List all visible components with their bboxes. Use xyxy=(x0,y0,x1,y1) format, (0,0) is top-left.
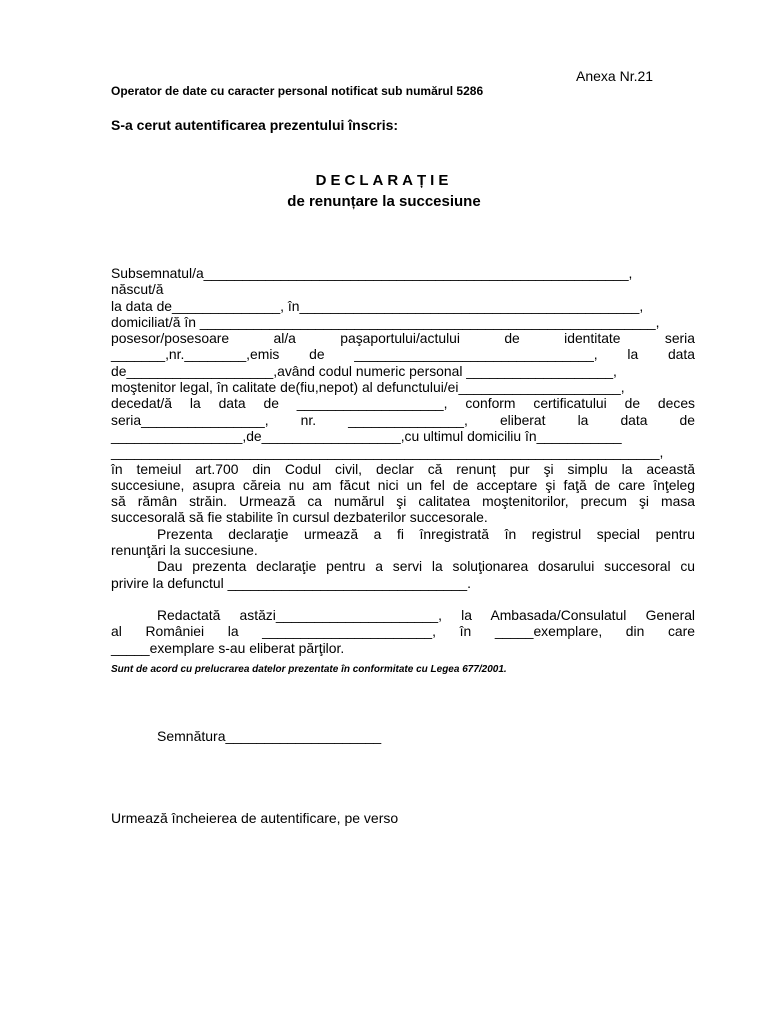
body-line: domiciliat/ă în ___________________________________________________________, xyxy=(111,313,660,330)
signature-line: Semnătura____________________ xyxy=(157,728,382,744)
operator-notice: Operator de date cu caracter personal notificat sub numărul 5286 xyxy=(111,84,484,98)
authentication-request: S-a cerut autentificarea prezentului înscris: xyxy=(111,117,399,133)
declaration-body xyxy=(111,265,695,656)
body-line: _________________,de__________________,cu ultimul domiciliu în___________ xyxy=(111,427,622,444)
body-line: Dau prezenta declaraţie pentru a servi la soluţionarea dosarului succesoral cu xyxy=(157,558,695,575)
body-line: renunţări la succesiune. xyxy=(111,542,258,559)
body-line: Prezenta declaraţie urmează a fi înregistrată în registrul special pentru xyxy=(157,525,695,542)
body-line: moştenitor legal, în calitate de(fiu,nepot) al defunctului/ei_____________________, xyxy=(111,379,625,396)
body-line: succesiune, asupra căreia nu am făcut nici un fel de acceptare şi faţă de care înţeleg xyxy=(111,476,695,493)
body-line: să rămân străin. Urmează ca numărul şi calitatea moştenitorilor, precum şi masa xyxy=(111,493,695,510)
body-line: în temeiul art.700 din Codul civil, declar că renunț pur şi simplu la această xyxy=(111,460,695,477)
body-line: Subsemnatul/a_______________________________________________________, xyxy=(111,265,633,281)
body-line: de___________________,având codul numeric personal ___________________, xyxy=(111,362,617,379)
body-line: _____exemplare s-au eliberat părţilor. xyxy=(111,639,345,656)
body-line: succesorală să fie stabilite în cursul dezbaterilor succesorale. xyxy=(111,509,488,526)
paragraph-gap xyxy=(111,591,695,607)
body-line: la data de______________, în____________________________________________, xyxy=(111,297,644,314)
body-line: _______________________________________________________________________, xyxy=(111,444,664,461)
data-consent-note: Sunt de acord cu prelucrarea datelor prezentate în conformitate cu Legea 677/2001. xyxy=(111,664,507,675)
body-line: decedat/ă la data de ___________________, conform certificatului de deces xyxy=(111,395,695,412)
body-line: _______,nr.________,emis de _______________________________, la data xyxy=(111,346,695,363)
document-subtitle: de renunțare la succesiune xyxy=(287,193,481,210)
annex-number: Anexa Nr.21 xyxy=(576,68,654,84)
body-line: Redactată astăzi_____________________, la Ambasada/Consulatul General xyxy=(157,606,695,623)
body-line: seria________________, nr. _______________, eliberat la data de xyxy=(111,411,695,428)
body-line: născut/ă xyxy=(111,281,164,298)
body-line: posesor/posesoare al/a paşaportului/actului de identitate seria xyxy=(111,330,695,347)
authentication-note: Urmează încheierea de autentificare, pe verso xyxy=(111,810,399,826)
body-line: al României la ______________________, în _____exemplare, din care xyxy=(111,623,695,640)
document-title: DECLARAȚIE xyxy=(315,172,453,189)
body-line: privire la defunctul _______________________________. xyxy=(111,574,471,591)
